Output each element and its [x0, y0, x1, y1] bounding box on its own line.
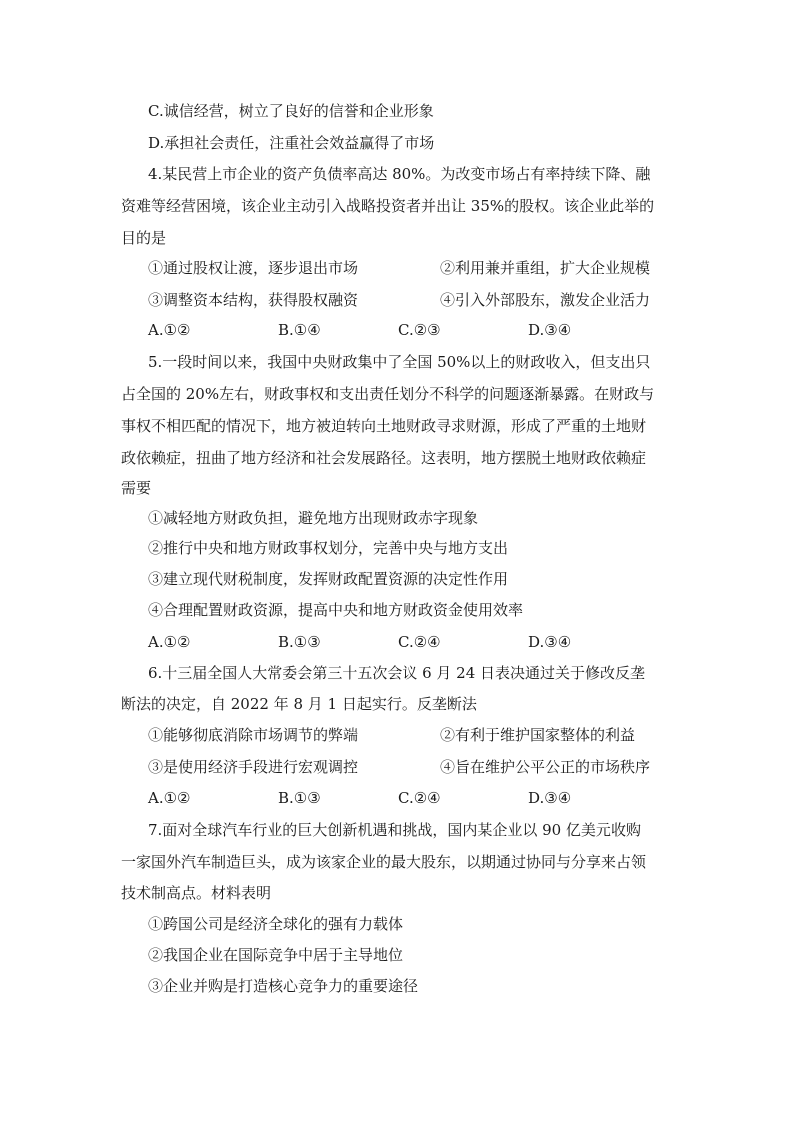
q6-item-2: ②有利于维护国家整体的利益 — [440, 726, 636, 744]
q5-choice-a: A.①② — [148, 633, 191, 651]
q4-item-2: ②利用兼并重组，扩大企业规模 — [440, 259, 651, 277]
q5-choices — [148, 632, 708, 652]
q5-item-3: ③建立现代财税制度，发挥财政配置资源的决定性作用 — [148, 570, 509, 588]
q4-stem-line-3: 目的是 — [121, 229, 167, 247]
q6-item-4: ④旨在维护公平公正的市场秩序 — [440, 758, 651, 776]
q4-choice-c: C.②③ — [398, 321, 441, 339]
q4-items-row-2 — [148, 290, 708, 310]
q5-stem-line-5: 需要 — [121, 479, 152, 497]
q6-items-row-2 — [148, 757, 708, 777]
q7-stem-line-3: 技术制高点。材料表明 — [121, 884, 272, 902]
q4-choice-d: D.③④ — [528, 321, 572, 339]
q4-item-3: ③调整资本结构，获得股权融资 — [148, 291, 359, 309]
q5-choice-c: C.②④ — [398, 633, 441, 651]
q5-choice-b: B.①③ — [278, 633, 321, 651]
q7-item-3: ③企业并购是打造核心竞争力的重要途径 — [148, 977, 419, 995]
q6-choice-b: B.①③ — [278, 789, 321, 807]
q5-stem-line-2: 占全国的 20%左右，财政事权和支出责任划分不科学的问题逐渐暴露。在财政与 — [121, 385, 655, 403]
q4-items-row-1 — [148, 258, 708, 278]
q6-item-3: ③是使用经济手段进行宏观调控 — [148, 758, 359, 776]
q5-choice-d: D.③④ — [528, 633, 572, 651]
q5-stem-line-3: 事权不相匹配的情况下，地方被迫转向土地财政寻求财源，形成了严重的土地财 — [121, 417, 647, 435]
q3-option-c: C.诚信经营，树立了良好的信誉和企业形象 — [148, 102, 434, 120]
q6-stem-line-2: 断法的决定，自 2022 年 8 月 1 日起实行。反垄断法 — [121, 695, 477, 713]
q7-stem-line-1: 7.面对全球汽车行业的巨大创新机遇和挑战，国内某企业以 90 亿美元收购 — [148, 821, 641, 839]
q4-stem-line-2: 资难等经营困境，该企业主动引入战略投资者并出让 35%的股权。该企业此举的 — [121, 197, 655, 215]
q5-stem-line-4: 政依赖症，扭曲了地方经济和社会发展路径。这表明，地方摆脱土地财政依赖症 — [121, 449, 647, 467]
q6-choices — [148, 788, 708, 808]
q5-item-2: ②推行中央和地方财政事权划分，完善中央与地方支出 — [148, 539, 509, 557]
q4-item-4: ④引入外部股东，激发企业活力 — [440, 291, 651, 309]
q7-item-1: ①跨国公司是经济全球化的强有力载体 — [148, 915, 404, 933]
q4-choices — [148, 320, 708, 340]
q4-item-1: ①通过股权让渡，逐步退出市场 — [148, 259, 359, 277]
q6-items-row-1 — [148, 725, 708, 745]
q5-stem-line-1: 5.一段时间以来，我国中央财政集中了全国 50%以上的财政收入，但支出只 — [148, 353, 651, 371]
q4-choice-a: A.①② — [148, 321, 191, 339]
q7-stem-line-2: 一家国外汽车制造巨头，成为该家企业的最大股东，以期通过协同与分享来占领 — [121, 853, 647, 871]
q5-item-1: ①减轻地方财政负担，避免地方出现财政赤字现象 — [148, 509, 479, 527]
q6-item-1: ①能够彻底消除市场调节的弊端 — [148, 726, 359, 744]
q6-choice-a: A.①② — [148, 789, 191, 807]
q6-choice-c: C.②④ — [398, 789, 441, 807]
q4-stem-line-1: 4.某民营上市企业的资产负债率高达 80%。为改变市场占有率持续下降、融 — [148, 165, 651, 183]
q3-option-d: D.承担社会责任，注重社会效益赢得了市场 — [148, 134, 435, 152]
q5-item-4: ④合理配置财政资源，提高中央和地方财政资金使用效率 — [148, 601, 524, 619]
q4-choice-b: B.①④ — [278, 321, 321, 339]
q6-stem-line-1: 6.十三届全国人大常委会第三十五次会议 6 月 24 日表决通过关于修改反垄 — [148, 664, 646, 682]
q6-choice-d: D.③④ — [528, 789, 572, 807]
q7-item-2: ②我国企业在国际竞争中居于主导地位 — [148, 946, 404, 964]
